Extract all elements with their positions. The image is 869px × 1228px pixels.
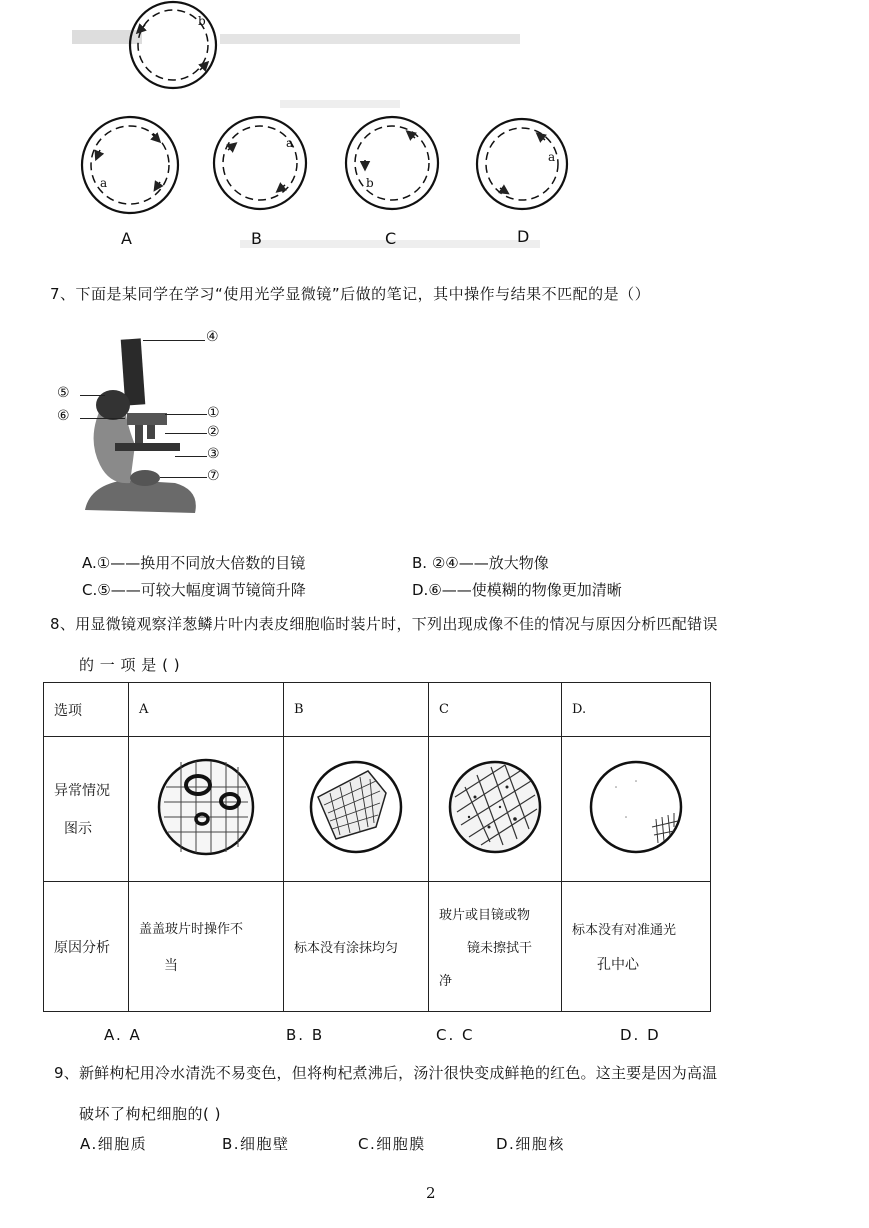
q7-option-a: A.①——换用不同放大倍数的目镜 <box>82 554 306 572</box>
leader-line-5 <box>80 395 105 396</box>
q8-option-b: B. B <box>286 1026 325 1044</box>
header-cell: A <box>129 683 284 737</box>
table-header-row <box>44 683 711 737</box>
table-image-row <box>44 737 711 882</box>
q8-stem-line2: 的 一 项 是 ( ) <box>79 656 181 674</box>
q9-option-d: D.细胞核 <box>496 1135 565 1153</box>
option-letter-d: D <box>517 227 530 246</box>
q7-option-d: D.⑥——使模糊的物像更加清晰 <box>412 581 622 599</box>
header-cell: 选项 <box>44 683 129 737</box>
cells-with-bubbles-image <box>156 757 256 857</box>
leader-line-7 <box>160 477 207 478</box>
part-label-6: ⑥ <box>57 408 70 424</box>
option-letter-a: A <box>121 229 132 248</box>
q8-option-a: A. A <box>104 1026 142 1044</box>
microscope-figure <box>55 325 245 525</box>
reason-line: 标本没有对准通光 <box>572 923 677 938</box>
image-cell-d <box>562 737 711 882</box>
circle-c-label: b <box>366 176 374 190</box>
q7-stem: 7、下面是某同学在学习“使用光学显微镜”后做的笔记，其中操作与结果不匹配的是（） <box>50 285 651 303</box>
q8-option-c: C. C <box>436 1026 475 1044</box>
q7-option-b: B. ②④——放大物像 <box>412 554 549 572</box>
circle-a-label: a <box>100 176 108 190</box>
q8-option-d: D. D <box>620 1026 661 1044</box>
dirty-lens-cells-image <box>445 757 545 857</box>
part-label-5: ⑤ <box>57 385 70 401</box>
q9-option-a: A.细胞质 <box>80 1135 148 1153</box>
q8-table <box>43 682 711 1012</box>
part-label-1: ① <box>207 405 220 421</box>
reason-line: 盖盖玻片时操作不 <box>139 922 244 937</box>
option-letter-b: B <box>251 229 262 248</box>
reason-cell-b: 标本没有涂抹均匀 <box>284 882 429 1012</box>
leader-line-3 <box>175 456 207 457</box>
top-figure <box>60 0 580 260</box>
leader-line-1 <box>165 414 207 415</box>
image-cell-a <box>129 737 284 882</box>
circle-d-label: a <box>548 150 556 164</box>
row-label-line: 异常情况 <box>54 783 110 799</box>
reason-cell-d <box>562 882 711 1012</box>
part-label-7: ⑦ <box>207 468 220 484</box>
reason-line: 镜未擦拭干 <box>467 941 533 956</box>
reason-line: 孔中心 <box>597 957 639 973</box>
row-label-line: 图示 <box>64 821 92 837</box>
circle-b-label: a <box>286 136 294 150</box>
circle-b <box>214 117 306 209</box>
header-cell: B <box>284 683 429 737</box>
top-circle-label: b <box>198 14 206 28</box>
reason-cell-a <box>129 882 284 1012</box>
image-cell-b <box>284 737 429 882</box>
reason-line: 玻片或目镜或物 <box>439 908 531 923</box>
option-letter-c: C <box>385 229 397 248</box>
part-label-3: ③ <box>207 446 220 462</box>
part-label-2: ② <box>207 424 220 440</box>
circle-d <box>477 119 567 209</box>
circle-c <box>346 117 438 209</box>
q7-option-c: C.⑤——可较大幅度调节镜筒升降 <box>82 581 306 599</box>
page-number: 2 <box>426 1184 436 1202</box>
overlapping-cells-image <box>306 757 406 857</box>
row-label-reason: 原因分析 <box>44 882 129 1012</box>
table-reason-row <box>44 882 711 1012</box>
header-cell: C <box>429 683 562 737</box>
header-cell: D. <box>562 683 711 737</box>
q9-option-b: B.细胞壁 <box>222 1135 290 1153</box>
circle-a <box>82 117 178 213</box>
off-center-light-image <box>586 757 686 857</box>
leader-line-6 <box>80 418 125 419</box>
image-cell-c <box>429 737 562 882</box>
q8-stem-line1: 8、用显微镜观察洋葱鳞片叶内表皮细胞临时装片时，下列出现成像不佳的情况与原因分析匹配错误 <box>50 615 718 633</box>
q9-option-c: C.细胞膜 <box>358 1135 426 1153</box>
leader-line-4 <box>143 340 205 341</box>
part-label-4: ④ <box>206 329 219 345</box>
q9-stem-line1: 9、新鲜枸杞用冷水清洗不易变色，但将枸杞煮沸后，汤汁很快变成鲜艳的红色。这主要是因为高温 <box>54 1064 718 1082</box>
circle-diagrams <box>60 0 580 260</box>
reason-line: 净 <box>439 974 453 989</box>
reason-line: 当 <box>164 958 178 974</box>
leader-line-2 <box>165 433 207 434</box>
row-label-images <box>44 737 129 882</box>
reason-cell-c <box>429 882 562 1012</box>
q9-stem-line2: 破坏了枸杞细胞的( ) <box>79 1105 221 1123</box>
